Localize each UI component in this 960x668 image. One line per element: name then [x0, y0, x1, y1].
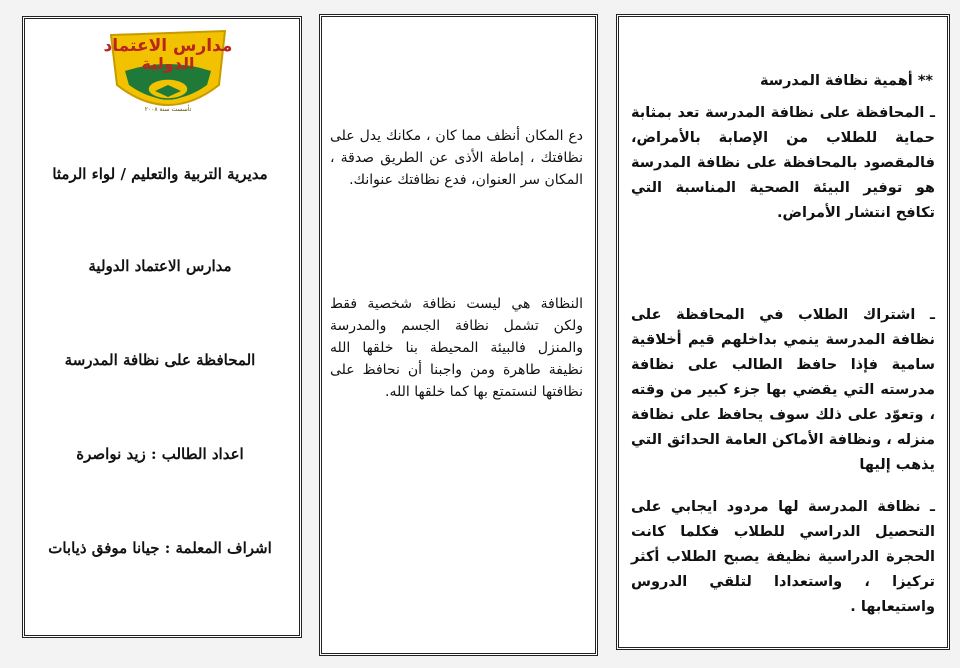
importance-point-3: ـ نظافة المدرسة لها مردود ايجابي على التحصيل الدراسي للطلاب فكلما كانت الحجرة الدراسية نظيفة يصبح الطلاب أكثر تركيزا ، واستعدادا لتلقي الدروس واستيعابها .: [631, 499, 935, 615]
importance-panel: [616, 14, 950, 650]
importance-point-1: ـ المحافظة على نظافة المدرسة تعد بمثابة حماية للطلاب من الإصابة بالأمراض، فالمقصود بالمحافظة على نظافة المدرسة هو توفير البيئة الصحية المناسبة التي تكافح انتشار الأمراض.: [631, 105, 935, 221]
cleanliness-quotes: دع المكان أنظف مما كان ، مكانك يدل على نظافتك ، إماطة الأذى عن الطريق صدقة ، المكان سر العنوان، فدع نظافتك عنوانك.: [330, 128, 583, 188]
logo-title-line2: الدولية: [141, 54, 195, 73]
importance-point-2: ـ اشتراك الطلاب في المحافظة على نظافة المدرسة ينمي بداخلهم قيم أخلاقية سامية فإذا حافظ الطالب على نظافة مدرسته التي يقضي بها جزء كبير من وقته ، وتعوّد على ذلك سوف يحافظ على نظافة منزله ، ونظافة الأماكن العامة الحدائق التي يذهب إليها: [631, 307, 935, 473]
logo-tagline: تأسست سنة ٢٠٠٨: [144, 106, 192, 113]
supervisor-credit: اشراف المعلمة : جيانا موفق ذيابات: [48, 539, 272, 557]
cover-panel: [22, 16, 302, 638]
school-name: مدارس الاعتماد الدولية: [88, 257, 232, 275]
cleanliness-definition: النظافة هي ليست نظافة شخصية فقط ولكن تشمل نظافة الجسم والمدرسة والمنزل فالبيئة المحيطة بنا خلقها الله نظيفة طاهرة ومن واجبنا أن نحافظ على نظافتها لنستمتع بها كما خلقها الله.: [330, 296, 583, 400]
project-title: المحافظة على نظافة المدرسة: [64, 351, 256, 369]
logo-title-line1: مدارس الاعتماد: [103, 36, 233, 56]
directorate-line: مديرية التربية والتعليم / لواء الرمثا: [52, 165, 268, 183]
quotes-panel: [319, 14, 598, 656]
student-credit: اعداد الطالب : زيد نواصرة: [76, 445, 244, 463]
school-logo-icon: [103, 27, 233, 122]
school-logo: [103, 27, 233, 122]
importance-heading: ** أهمية نظافة المدرسة: [760, 73, 933, 89]
